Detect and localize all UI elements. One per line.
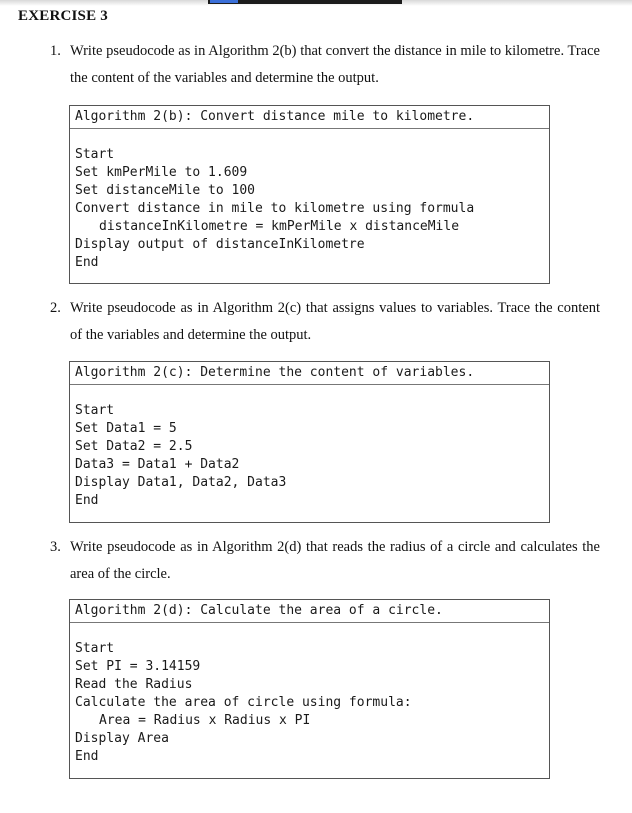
code-line: End [75, 255, 99, 270]
code-line: Set PI = 3.14159 [75, 659, 201, 674]
toolbar-accent [210, 0, 238, 3]
algorithm-title: Algorithm 2(d): Calculate the area of a circle. [70, 600, 549, 623]
question-number: 3. [50, 539, 61, 555]
code-line: Start [75, 641, 115, 656]
algorithm-body [70, 129, 549, 272]
code-line: Set kmPerMile to 1.609 [75, 165, 248, 180]
code-line: Data3 = Data1 + Data2 [75, 457, 240, 472]
code-line: End [75, 749, 99, 764]
algorithm-title: Algorithm 2(c): Determine the content of variables. [70, 362, 549, 385]
algorithm-box-2c [69, 361, 550, 523]
algorithm-box-2b [69, 105, 550, 284]
code-line: Display output of distanceInKilometre [75, 237, 365, 252]
question-3 [50, 534, 600, 588]
algorithm-box-2d [69, 599, 550, 779]
code-line: Start [75, 147, 115, 162]
code-line: Set Data1 = 5 [75, 421, 177, 436]
code-line: Set Data2 = 2.5 [75, 439, 193, 454]
code-line: Display Data1, Data2, Data3 [75, 475, 287, 490]
code-line: Calculate the area of circle using formula: [75, 695, 412, 710]
question-number: 1. [50, 43, 61, 59]
question-number: 2. [50, 300, 61, 316]
code-line: Start [75, 403, 115, 418]
code-line-formula: distanceInKilometre = kmPerMile x distanceMile [99, 219, 460, 234]
code-line-formula: Area = Radius x Radius x PI [99, 713, 311, 728]
algorithm-title: Algorithm 2(b): Convert distance mile to kilometre. [70, 106, 549, 129]
exercise-title: EXERCISE 3 [18, 8, 108, 24]
code-line: Display Area [75, 731, 169, 746]
question-2 [50, 295, 600, 349]
toolbar-strip [208, 0, 402, 4]
algorithm-body [70, 385, 549, 510]
code-line: End [75, 493, 99, 508]
question-text: Write pseudocode as in Algorithm 2(b) that convert the distance in mile to kilometre. Trace the content of the variables and determine the output. [70, 43, 600, 86]
code-line: Convert distance in mile to kilometre using formula [75, 201, 475, 216]
question-text: Write pseudocode as in Algorithm 2(d) that reads the radius of a circle and calculates the area of the circle. [70, 539, 600, 582]
code-line: Set distanceMile to 100 [75, 183, 256, 198]
algorithm-body [70, 623, 549, 766]
question-1 [50, 38, 600, 92]
code-line: Read the Radius [75, 677, 193, 692]
question-text: Write pseudocode as in Algorithm 2(c) that assigns values to variables. Trace the content of the variables and determine the output. [70, 300, 600, 343]
